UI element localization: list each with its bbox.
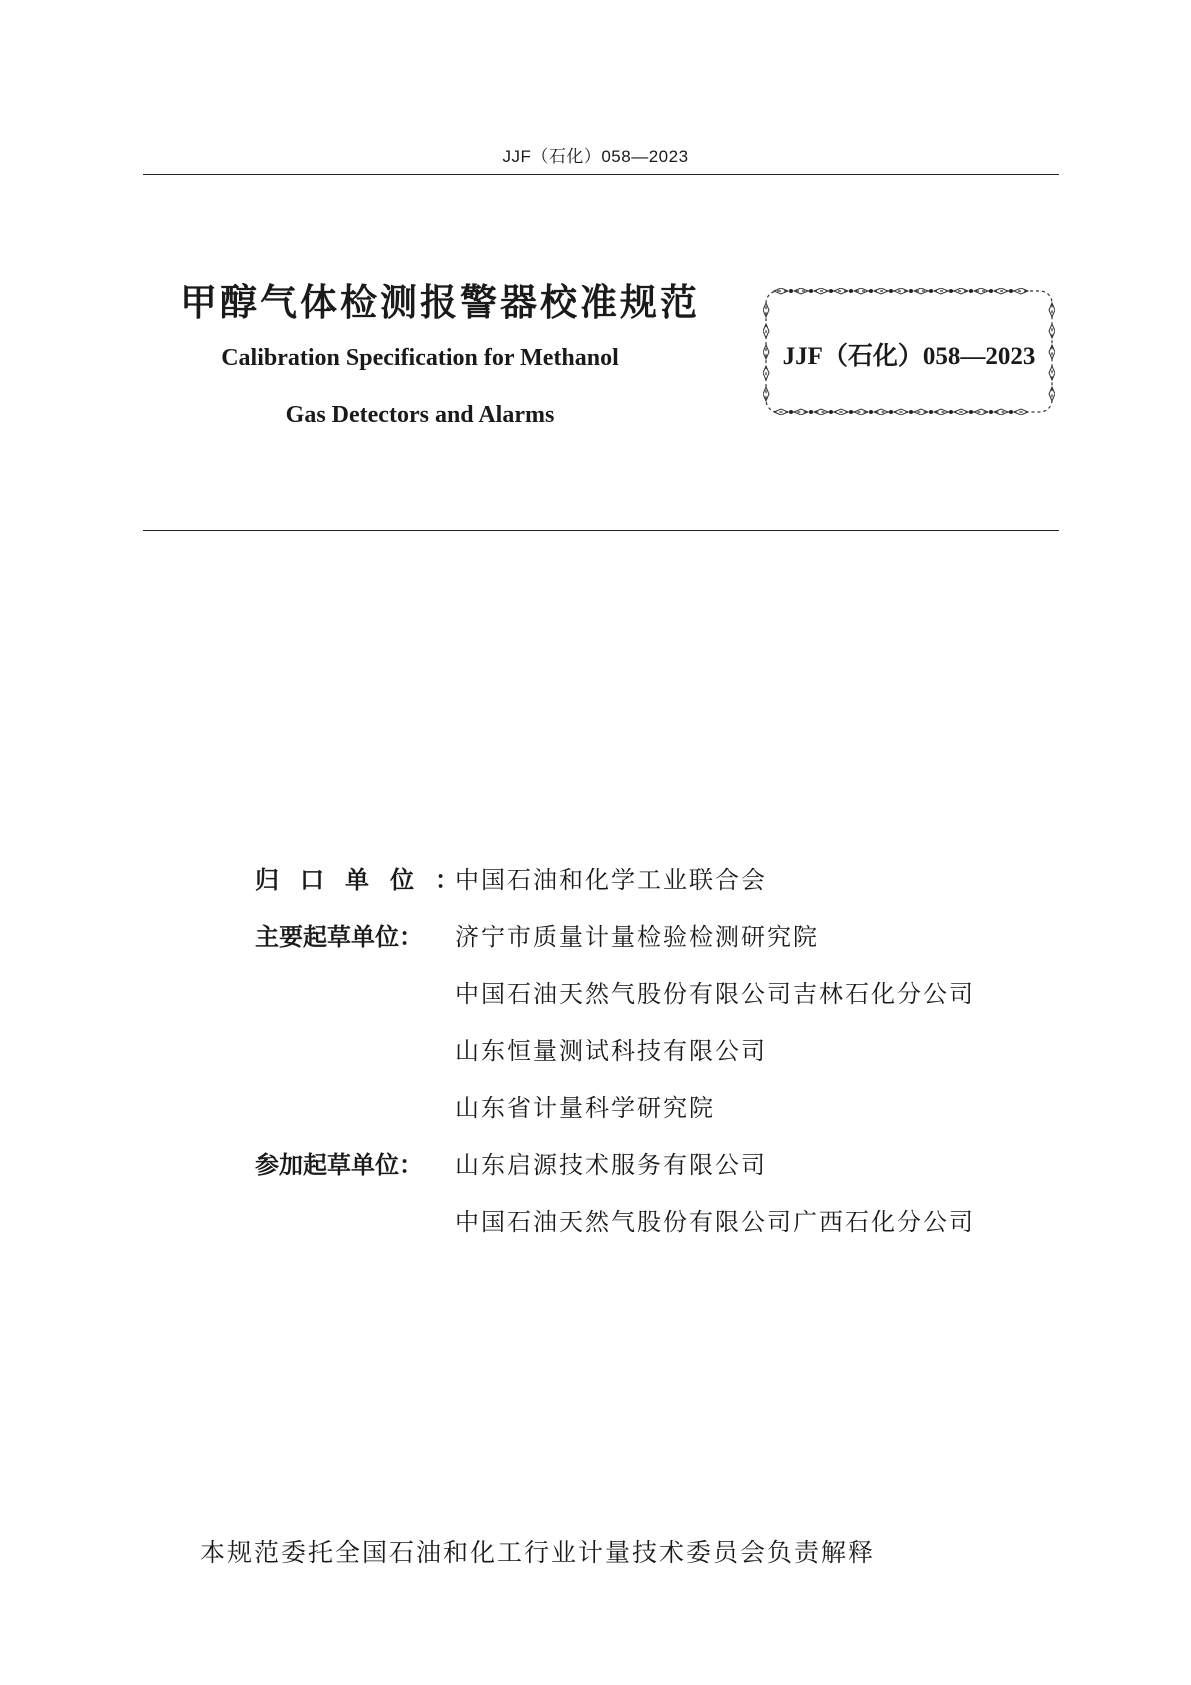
main-drafting-value: 济宁市质量计量检验检测研究院 bbox=[455, 923, 819, 951]
participating-drafting-value: 山东启源技术服务有限公司 bbox=[455, 1151, 767, 1179]
main-drafting-label: 主要起草单位： bbox=[255, 923, 423, 951]
main-drafting-value: 山东恒量测试科技有限公司 bbox=[455, 1037, 767, 1065]
border-ornament bbox=[969, 289, 973, 293]
standard-code-box bbox=[763, 288, 1055, 415]
border-ornament bbox=[989, 289, 993, 293]
header-rule bbox=[143, 174, 1059, 175]
border-ornament bbox=[949, 289, 953, 293]
main-drafting-value: 山东省计量科学研究院 bbox=[455, 1094, 715, 1122]
border-ornament bbox=[809, 410, 813, 414]
border-ornament bbox=[909, 410, 913, 414]
centralized-unit-row bbox=[255, 860, 767, 895]
border-ornament bbox=[989, 410, 993, 414]
participating-drafting-row bbox=[255, 1145, 767, 1180]
title-rule bbox=[143, 530, 1059, 531]
centralized-unit-label: 归口单位： bbox=[255, 866, 480, 894]
interpretation-note: 本规范委托全国石油和化工行业计量技术委员会负责解释 bbox=[200, 1538, 876, 1567]
border-ornament bbox=[1009, 289, 1013, 293]
border-ornament bbox=[1009, 410, 1013, 414]
header-standard-code: JJF（石化）058—2023 bbox=[502, 147, 689, 166]
border-ornament bbox=[949, 410, 953, 414]
border-ornament bbox=[889, 410, 893, 414]
participating-drafting-value: 中国石油天然气股份有限公司广西石化分公司 bbox=[455, 1208, 975, 1236]
border-ornament bbox=[849, 289, 853, 293]
border-ornament bbox=[909, 289, 913, 293]
border-ornament bbox=[929, 289, 933, 293]
title-chinese: 甲醇气体检测报警器校准规范 bbox=[180, 281, 700, 324]
main-drafting-value: 中国石油天然气股份有限公司吉林石化分公司 bbox=[455, 980, 975, 1008]
border-ornament bbox=[929, 410, 933, 414]
border-ornament bbox=[849, 410, 853, 414]
border-ornament bbox=[829, 289, 833, 293]
title-english-line1: Calibration Specification for Methanol bbox=[221, 345, 619, 371]
border-ornament bbox=[869, 289, 873, 293]
participating-drafting-label: 参加起草单位： bbox=[255, 1151, 423, 1179]
border-ornament bbox=[969, 410, 973, 414]
border-ornament bbox=[789, 410, 793, 414]
border-ornament bbox=[789, 289, 793, 293]
border-ornament bbox=[889, 289, 893, 293]
title-english-line2: Gas Detectors and Alarms bbox=[285, 402, 555, 428]
centralized-unit-value: 中国石油和化学工业联合会 bbox=[455, 866, 767, 894]
standard-code-text: JJF（石化）058—2023 bbox=[782, 343, 1036, 370]
border-ornament bbox=[829, 410, 833, 414]
main-drafting-row bbox=[255, 917, 819, 952]
border-ornament bbox=[869, 410, 873, 414]
border-ornament bbox=[809, 289, 813, 293]
